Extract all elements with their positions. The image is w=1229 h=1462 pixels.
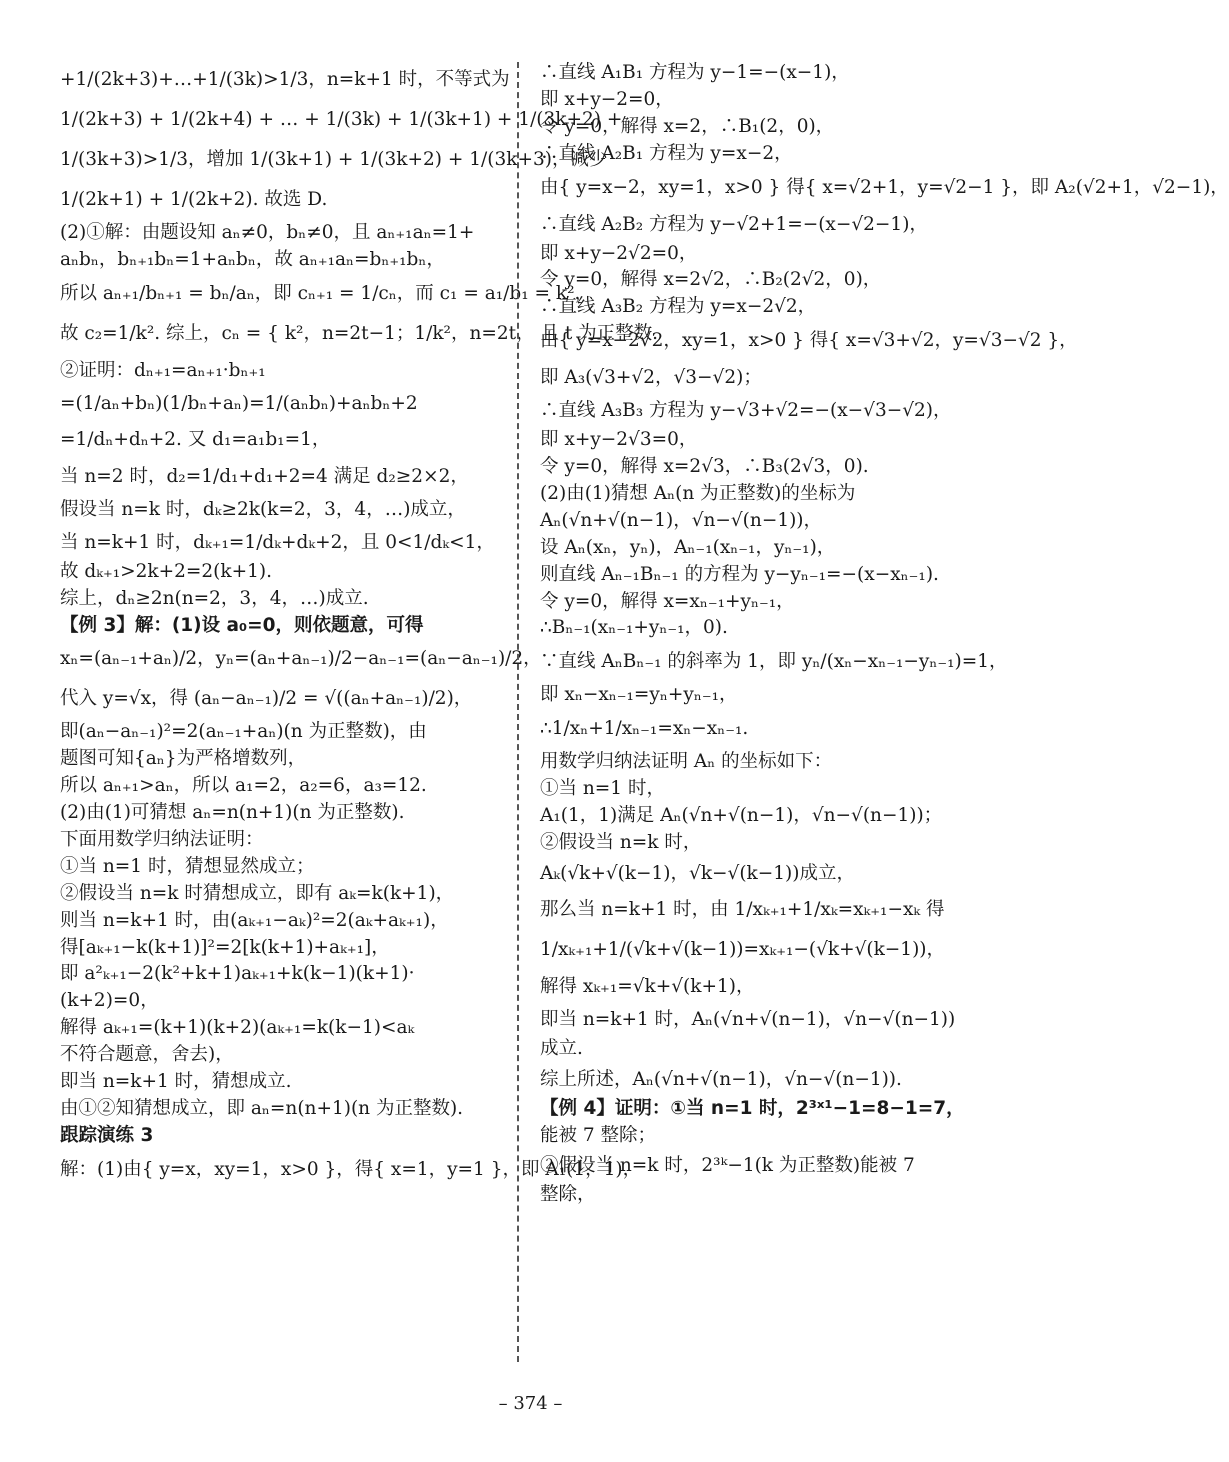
text-line: 得[aₖ₊₁−k(k+1)]²=2[k(k+1)+aₖ₊₁]，: [60, 936, 390, 958]
text-line: 即 a²ₖ₊₁−2(k²+k+1)aₖ₊₁+k(k−1)(k+1)·: [60, 963, 415, 985]
text-line: 1/(2k+1) + 1/(2k+2). 故选 D.: [60, 189, 328, 210]
text-line: xₙ=(aₙ₋₁+aₙ)/2，yₙ=(aₙ+aₙ₋₁)/2−aₙ₋₁=(aₙ−aₙ₋₁)/2，: [60, 648, 542, 670]
text-line: ①当 n=1 时，猜想显然成立；: [60, 855, 315, 877]
text-line: 解得 aₖ₊₁=(k+1)(k+2)(aₖ₊₁=k(k−1)<aₖ: [60, 1017, 415, 1039]
text-line: =1/dₙ+dₙ+2. 又 d₁=a₁b₁=1，: [60, 428, 331, 450]
text-line: 不符合题意，舍去)，: [60, 1044, 234, 1066]
text-line: 解得 xₖ₊₁=√k+√(k+1)，: [540, 975, 755, 997]
text-line: 当 n=k+1 时，dₖ₊₁=1/dₖ+dₖ+2，且 0<1/dₖ<1，: [60, 531, 495, 553]
text-line: ∴直线 A₃B₂ 方程为 y=x−2√2，: [540, 296, 817, 318]
text-line: ∴直线 A₁B₁ 方程为 y−1=−(x−1)，: [540, 62, 850, 83]
text-line: 解：(1)由{ y=x，xy=1，x>0 }，得{ x=1，y=1 }，即 A₁(1，1)，: [60, 1158, 642, 1180]
text-line: 即 x+y−2=0，: [540, 88, 674, 110]
text-line: 即 A₃(√3+√2，√3−√2)；: [540, 367, 762, 389]
text-line: 即 x+y−2√3=0，: [540, 429, 698, 451]
text-line: 【例 3】解：(1)设 a₀=0，则依题意，可得: [60, 614, 424, 636]
text-line: 用数学归纳法证明 Aₙ 的坐标如下：: [540, 751, 833, 773]
text-line: 由{ y=x−2，xy=1，x>0 } 得{ x=√2+1，y=√2−1 }，即 A₂(√2+1，√2−1)，: [540, 176, 1229, 198]
text-line: 故 c₂=1/k². 综上，cₙ = { k²，n=2t−1；1/k²，n=2t， 且 t 为正整数.: [60, 322, 659, 344]
text-line: 能被 7 整除；: [540, 1124, 657, 1146]
text-line: 由①②知猜想成立，即 aₙ=n(n+1)(n 为正整数).: [60, 1097, 464, 1119]
text-line: 综上所述，Aₙ(√n+√(n−1)，√n−√(n−1)).: [540, 1068, 902, 1090]
text-line: 所以 aₙ₊₁>aₙ，所以 a₁=2，a₂=6，a₃=12.: [60, 775, 427, 797]
text-line: 1/xₖ₊₁+1/(√k+√(k−1))=xₖ₊₁−(√k+√(k−1))，: [540, 938, 946, 960]
text-line: 整除，: [540, 1184, 596, 1206]
text-line: A₁(1，1)满足 Aₙ(√n+√(n−1)，√n−√(n−1))；: [540, 805, 943, 827]
text-line: 当 n=2 时，d₂=1/d₁+d₁+2=4 满足 d₂≥2×2，: [60, 465, 469, 487]
text-line: ②证明：dₙ₊₁=aₙ₊₁·bₙ₊₁: [60, 359, 266, 381]
text-line: 1/(3k+3)>1/3，增加 1/(3k+1) + 1/(3k+2) + 1/(3k+3)，减少: [60, 149, 608, 170]
text-line: 跟踪演练 3: [60, 1124, 154, 1146]
text-line: 则直线 Aₙ₋₁Bₙ₋₁ 的方程为 y−yₙ₋₁=−(x−xₙ₋₁).: [540, 563, 939, 585]
text-line: 那么当 n=k+1 时，由 1/xₖ₊₁+1/xₖ=xₖ₊₁−xₖ 得: [540, 898, 945, 920]
text-line: Aₙ(√n+√(n−1)，√n−√(n−1))，: [540, 509, 823, 531]
text-line: 令 y=0，解得 x=2，∴B₁(2，0)，: [540, 115, 835, 137]
text-line: 成立.: [540, 1037, 583, 1059]
text-line: 题图可知{aₙ}为严格增数列，: [60, 748, 307, 770]
text-line: 【例 4】证明：①当 n=1 时，2³ˣ¹−1=8−1=7，: [540, 1097, 965, 1119]
text-line: 下面用数学归纳法证明：: [60, 829, 264, 851]
text-line: 即 xₙ−xₙ₋₁=yₙ+yₙ₋₁，: [540, 684, 738, 706]
text-line: (2)①解：由题设知 aₙ≠0，bₙ≠0，且 aₙ₊₁aₙ=1+: [60, 222, 475, 243]
text-line: 1/(2k+3) + 1/(2k+4) + … + 1/(3k) + 1/(3k+1) + 1/(3k+2) +: [60, 109, 623, 130]
text-line: ②假设当 n=k 时，2³ᵏ−1(k 为正整数)能被 7: [540, 1155, 915, 1177]
text-line: 代入 y=√x，得 (aₙ−aₙ₋₁)/2 = √((aₙ+aₙ₋₁)/2)，: [60, 688, 473, 710]
text-line: 所以 aₙ₊₁/bₙ₊₁ = bₙ/aₙ，即 cₙ₊₁ = 1/cₙ，而 c₁ = a₁/b₁ = k²，: [60, 282, 594, 304]
text-line: 即(aₙ−aₙ₋₁)²=2(aₙ₋₁+aₙ)(n 为正整数)，由: [60, 721, 427, 743]
text-line: (k+2)=0，: [60, 990, 159, 1012]
page-number: – 374 –: [498, 1393, 563, 1414]
text-line: 由{ y=x−2√2，xy=1，x>0 } 得{ x=√3+√2，y=√3−√2 }，: [540, 330, 1078, 352]
text-line: 令 y=0，解得 x=2√2，∴B₂(2√2，0)，: [540, 269, 882, 291]
text-line: (2)由(1)可猜想 aₙ=n(n+1)(n 为正整数).: [60, 802, 405, 824]
column-divider: [517, 62, 519, 1362]
text-line: 故 dₖ₊₁>2k+2=2(k+1).: [60, 560, 272, 582]
text-line: Aₖ(√k+√(k−1)，√k−√(k−1))成立，: [540, 862, 855, 884]
text-line: ①当 n=1 时，: [540, 778, 665, 800]
text-line: ∴1/xₙ+1/xₙ₋₁=xₙ−xₙ₋₁.: [540, 718, 749, 740]
text-line: 即当 n=k+1 时，猜想成立.: [60, 1071, 292, 1093]
text-line: ②假设当 n=k 时猜想成立，即有 aₖ=k(k+1)，: [60, 882, 455, 904]
text-line: 即 x+y−2√2=0，: [540, 242, 698, 264]
text-line: =(1/aₙ+bₙ)(1/bₙ+aₙ)=1/(aₙbₙ)+aₙbₙ+2: [60, 392, 418, 414]
text-line: ②假设当 n=k 时，: [540, 831, 702, 853]
text-line: ∴直线 A₂B₂ 方程为 y−√2+1=−(x−√2−1)，: [540, 213, 928, 235]
text-line: 令 y=0，解得 x=xₙ₋₁+yₙ₋₁，: [540, 590, 795, 612]
text-line: aₙbₙ，bₙ₊₁bₙ=1+aₙbₙ，故 aₙ₊₁aₙ=bₙ₊₁bₙ，: [60, 248, 445, 270]
text-line: (2)由(1)猜想 Aₙ(n 为正整数)的坐标为: [540, 483, 856, 505]
text-line: ∴Bₙ₋₁(xₙ₋₁+yₙ₋₁，0).: [540, 617, 728, 639]
text-line: 假设当 n=k 时，dₖ≥2k(k=2，3，4，…)成立，: [60, 498, 466, 520]
text-line: 令 y=0，解得 x=2√3，∴B₃(2√3，0).: [540, 456, 869, 478]
text-line: 即当 n=k+1 时，Aₙ(√n+√(n−1)，√n−√(n−1)): [540, 1008, 956, 1030]
text-line: 设 Aₙ(xₙ，yₙ)，Aₙ₋₁(xₙ₋₁，yₙ₋₁)，: [540, 536, 836, 558]
text-line: ∴直线 A₃B₃ 方程为 y−√3+√2=−(x−√3−√2)，: [540, 400, 952, 422]
text-line: +1/(2k+3)+…+1/(3k)>1/3，n=k+1 时，不等式为: [60, 69, 510, 90]
right-column: [540, 60, 1229, 1370]
text-line: 则当 n=k+1 时，由(aₖ₊₁−aₖ)²=2(aₖ+aₖ₊₁)，: [60, 909, 449, 931]
text-line: ∴直线 A₂B₁ 方程为 y=x−2，: [540, 142, 793, 164]
text-line: 综上，dₙ≥2n(n=2，3，4，…)成立.: [60, 587, 369, 609]
text-line: ∵直线 AₙBₙ₋₁ 的斜率为 1，即 yₙ/(xₙ−xₙ₋₁−yₙ₋₁)=1，: [540, 651, 1008, 673]
